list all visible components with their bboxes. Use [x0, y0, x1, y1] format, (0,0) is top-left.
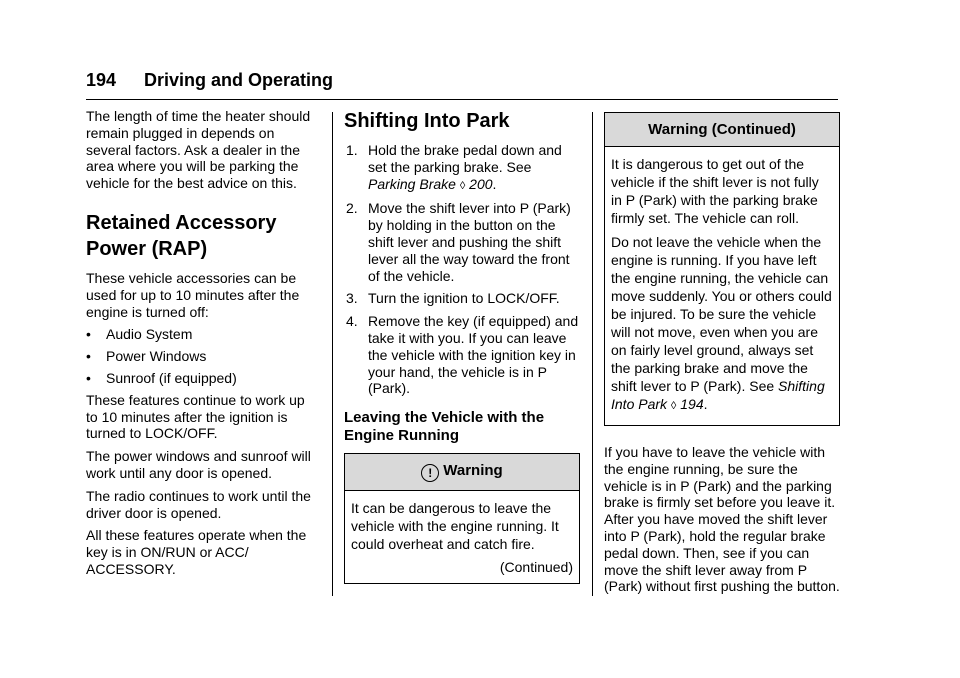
rap-heading-line2: Power (RAP): [86, 237, 208, 260]
step-text: [368, 142, 580, 194]
warning-box: [344, 453, 580, 584]
warning-header: [345, 454, 579, 491]
list-item: [86, 326, 320, 343]
page-header: [86, 70, 838, 98]
step-1-tail: .: [492, 175, 497, 192]
rap-paragraph-4: All these features operate when the key is in ON/RUN or ACC/ ACCESSORY.: [86, 527, 307, 577]
book-reference-icon: ◊: [670, 400, 677, 412]
heater-paragraph: The length of time the heater should remain plugged in depends on several factors. Ask a dealer in the area where you will be parking the vehicle for the best advice on this.: [86, 108, 311, 192]
list-item: [86, 348, 320, 365]
bullet-mark: •: [86, 348, 91, 365]
leaving-vehicle-heading: [344, 409, 580, 445]
bullet-mark: •: [86, 326, 91, 343]
step-text: Remove the key (if equipped) and take it with you. If you can leave the vehicle with the ignition key in your hand, the vehicle is in P (Park).: [368, 313, 579, 397]
warning-paragraph-2-text: Do not leave the vehicle when the engine is running. If you have left the engine running, the vehicle can move suddenly. You or others could be injured. To be sure the vehicle will not move, even when you are on fairly level ground, always set the parking brake and move the shift lever to P (Park). See: [611, 234, 832, 394]
leaving-running-paragraph: If you have to leave the vehicle with the engine running, be sure the vehicle is in P (Park) and the parking brake is firmly set before you leave it. After you have moved the shift lever into P (Park), hold the regular brake pedal down. Then, see if you can move the shift lever away from P (Park) without first pushing the button.: [604, 444, 840, 595]
book-reference-icon: ◊: [459, 179, 466, 192]
warning-body: [345, 491, 579, 583]
rap-bullet-list: [86, 326, 320, 386]
step-number: 4.: [346, 313, 358, 330]
rap-paragraph-2: The power windows and sunroof will work until any door is opened.: [86, 448, 311, 481]
column-middle: [344, 108, 580, 584]
rap-heading: [86, 210, 320, 262]
step-1-text: Hold the brake pedal down and set the parking brake. See: [368, 142, 562, 175]
step-number: 3.: [346, 290, 358, 307]
continued-label: (Continued): [499, 559, 573, 576]
header-rule: [86, 99, 838, 100]
parking-brake-link[interactable]: Parking Brake: [368, 175, 456, 192]
list-item: [344, 200, 580, 284]
warning-title: Warning: [443, 462, 503, 480]
list-item-text: Audio System: [106, 326, 193, 343]
rap-paragraph-3: The radio continues to work until the driver door is opened.: [86, 487, 311, 521]
list-item: [344, 142, 580, 194]
rap-intro: These vehicle accessories can be used for up to 10 minutes after the engine is turned off:: [86, 269, 300, 320]
shifting-into-park-link[interactable]: Shifting Into Park: [611, 378, 825, 412]
list-item-text: Sunroof (if equipped): [106, 369, 237, 386]
warning-paragraph-2-tail: .: [703, 396, 708, 412]
column-right: [604, 108, 840, 601]
warning-icon: !: [421, 464, 439, 482]
leaving-heading-line1: Leaving the Vehicle with the: [344, 409, 545, 427]
column-left: [86, 108, 320, 584]
warning-continued-box: [604, 112, 840, 426]
warning-continued-body: [605, 147, 839, 425]
shifting-heading: Shifting Into Park: [344, 110, 510, 132]
warning-continued-header: Warning (Continued): [605, 113, 839, 147]
step-text: Turn the ignition to LOCK/OFF.: [368, 290, 560, 307]
step-number: 1.: [346, 142, 358, 158]
page-number: 194: [86, 70, 117, 90]
warning-text: It can be dangerous to leave the vehicle with the engine running. It could overheat and catch fire.: [351, 500, 559, 553]
list-item-text: Power Windows: [106, 348, 207, 365]
rap-heading-line1: Retained Accessory: [86, 211, 277, 234]
bullet-mark: •: [86, 369, 91, 386]
step-number: 2.: [346, 200, 358, 217]
section-title: Driving and Operating: [144, 70, 334, 90]
rap-paragraph-1: These features continue to work up to 10 minutes after the ignition is turned to LOCK/OFF.: [86, 391, 305, 442]
list-item: [86, 370, 320, 387]
leaving-heading-line2: Engine Running: [344, 427, 459, 445]
column-divider-1: [332, 112, 333, 596]
column-divider-2: [592, 112, 593, 596]
park-steps-list: [344, 142, 580, 397]
page-ref: 194: [680, 396, 704, 412]
warning-paragraph-2: [611, 233, 833, 415]
warning-paragraph-1: It is dangerous to get out of the vehicle if the shift lever is not fully in P (Park) with the parking brake firmly set. The vehicle can roll.: [611, 156, 819, 226]
list-item: [344, 313, 580, 397]
step-text: Move the shift lever into P (Park) by holding in the button on the shift lever and pushing the shift lever all the way toward the front of the vehicle.: [368, 200, 571, 284]
list-item: [344, 290, 580, 307]
page-ref: 200: [469, 175, 493, 192]
